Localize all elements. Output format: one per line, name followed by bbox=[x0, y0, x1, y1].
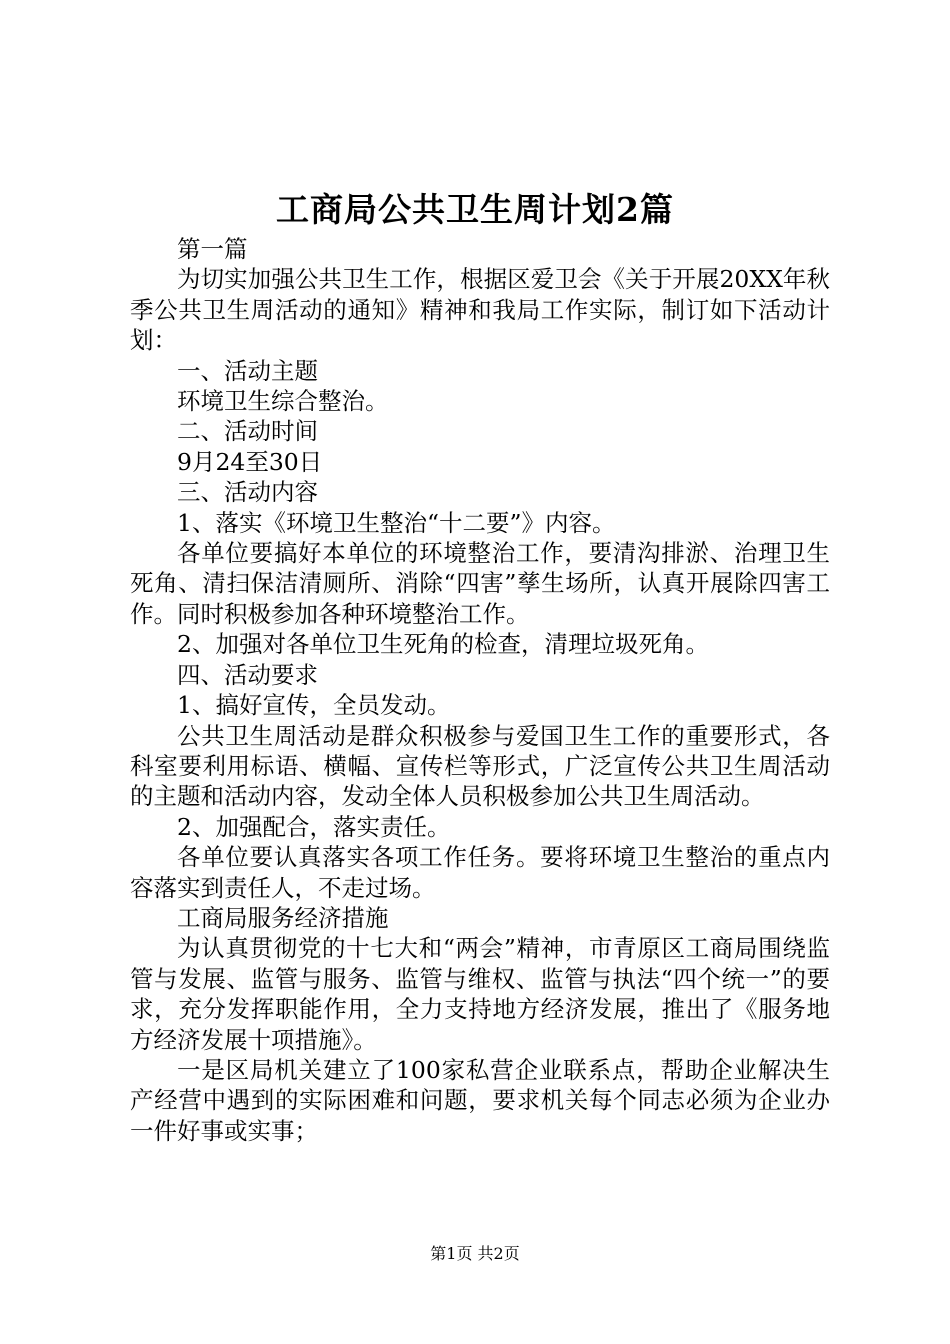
list-item: 2、加强对各单位卫生死角的检查，清理垃圾死角。 bbox=[177, 630, 709, 659]
section-heading: 第一篇 bbox=[177, 235, 248, 263]
page-number: 第1页 共2页 bbox=[430, 1244, 520, 1263]
section-heading: 四、活动要求 bbox=[177, 660, 318, 689]
body-paragraph: 公共卫生周活动是群众积极参与爱国卫生工作的重要形式，各科室要利用标语、横幅、宣传栏等形式，广泛宣传公共卫生周活动的主题和活动内容，发动全体人员积极参加公共卫生周活动。 bbox=[130, 721, 830, 811]
section-heading: 一、活动主题 bbox=[177, 356, 318, 385]
body-paragraph: 为认真贯彻党的十七大和“两会”精神，市青原区工商局围绕监管与发展、监管与服务、监管与维权、监管与执法“四个统一”的要求，充分发挥职能作用，全力支持地方经济发展，推出了《服务地方经济发展十项措施》。 bbox=[130, 934, 830, 1054]
section-heading: 工商局服务经济措施 bbox=[177, 903, 389, 932]
document-title: 工商局公共卫生周计划2篇 bbox=[276, 190, 674, 229]
body-paragraph: 为切实加强公共卫生工作，根据区爱卫会《关于开展20XX年秋季公共卫生周活动的通知》精神和我局工作实际，制订如下活动计划： bbox=[130, 265, 830, 355]
list-item: 1、落实《环境卫生整治“十二要”》内容。 bbox=[177, 508, 616, 537]
section-heading: 二、活动时间 bbox=[177, 417, 318, 446]
body-paragraph: 一是区局机关建立了100家私营企业联系点，帮助企业解决生产经营中遇到的实际困难和问题，要求机关每个同志必须为企业办一件好事或实事； bbox=[130, 1055, 830, 1145]
body-paragraph: 各单位要搞好本单位的环境整治工作，要清沟排淤、治理卫生死角、清扫保洁清厕所、消除“四害”孳生场所，认真开展除四害工作。同时积极参加各种环境整治工作。 bbox=[130, 539, 830, 628]
section-heading: 三、活动内容 bbox=[177, 478, 318, 507]
body-paragraph: 环境卫生综合整治。 bbox=[177, 387, 389, 416]
body-paragraph: 各单位要认真落实各项工作任务。要将环境卫生整治的重点内容落实到责任人，不走过场。 bbox=[130, 843, 830, 902]
body-paragraph: 9月24至30日 bbox=[177, 447, 323, 476]
list-item: 1、搞好宣传，全员发动。 bbox=[177, 691, 451, 720]
list-item: 2、加强配合，落实责任。 bbox=[177, 812, 451, 841]
document-body bbox=[130, 234, 830, 1146]
